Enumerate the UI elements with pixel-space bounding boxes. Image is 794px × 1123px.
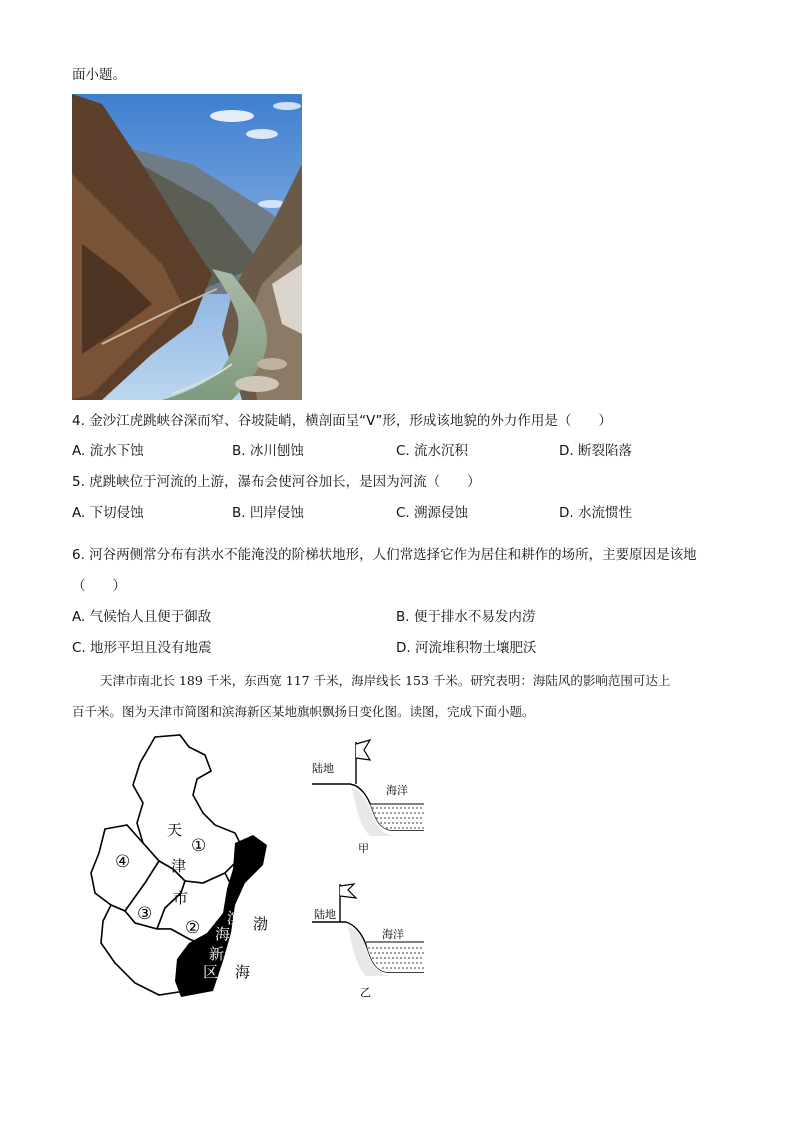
gorge-photo bbox=[72, 94, 302, 400]
tianjin-map bbox=[85, 733, 280, 1001]
flag-icon bbox=[356, 740, 370, 760]
jia-land-label: 陆地 bbox=[312, 762, 334, 775]
q6-option-c[interactable]: C. 地形平坦且没有地震 bbox=[72, 640, 212, 656]
map-label-xin: 新 bbox=[209, 945, 225, 963]
jia-sea-label: 海洋 bbox=[386, 784, 408, 797]
q6-option-a[interactable]: A. 气候怡人且便于御敌 bbox=[72, 609, 212, 625]
q4-option-d[interactable]: D. 断裂陷落 bbox=[559, 443, 632, 459]
map-label-jin: 津 bbox=[171, 857, 187, 875]
yi-caption: 乙 bbox=[360, 986, 371, 999]
intro-tail: 面小题。 bbox=[72, 67, 126, 83]
q5-option-c[interactable]: C. 溯源侵蚀 bbox=[396, 505, 469, 521]
question-6-stem-line2: （ ） bbox=[72, 578, 126, 594]
q6-option-b[interactable]: B. 便于排水不易发内涝 bbox=[396, 609, 536, 625]
map-label-region-3: ③ bbox=[137, 904, 153, 924]
q4-option-a[interactable]: A. 流水下蚀 bbox=[72, 443, 144, 459]
passage-line2: 百千米。图为天津市简图和滨海新区某地旗帜飘扬日变化图。读图，完成下面小题。 bbox=[72, 704, 535, 719]
flag-icon bbox=[340, 884, 356, 898]
question-6-stem-line1: 6. 河谷两侧常分布有洪水不能淹没的阶梯状地形，人们常选择它作为居住和耕作的场所，主要原因是该地 bbox=[72, 547, 697, 563]
map-label-sea: 海 bbox=[235, 963, 251, 981]
question-5-stem: 5. 虎跳峡位于河流的上游，瀑布会使河谷加长，是因为河流（ ） bbox=[72, 474, 481, 490]
q6-option-d[interactable]: D. 河流堆积物土壤肥沃 bbox=[396, 640, 537, 656]
q4-option-b[interactable]: B. 冰川刨蚀 bbox=[232, 443, 304, 459]
map-label-region-1: ① bbox=[191, 836, 207, 856]
map-label-region-4: ④ bbox=[115, 852, 131, 872]
passage-line1: 天津市南北长 189 千米，东西宽 117 千米，海岸线长 153 千米。研究表明：海陆风的影响范围可达上 bbox=[100, 673, 671, 688]
q4-option-c[interactable]: C. 流水沉积 bbox=[396, 443, 469, 459]
map-label-bin: 滨 bbox=[227, 909, 243, 927]
yi-sea-label: 海洋 bbox=[382, 928, 404, 941]
flag-diagram-yi bbox=[310, 880, 430, 1000]
q5-option-b[interactable]: B. 凹岸侵蚀 bbox=[232, 505, 304, 521]
map-label-qu: 区 bbox=[203, 963, 219, 981]
map-label-hai: 海 bbox=[215, 925, 231, 943]
flag-diagram-jia bbox=[310, 738, 430, 858]
yi-land-label: 陆地 bbox=[314, 908, 336, 921]
map-label-bo: 渤 bbox=[253, 915, 269, 933]
question-4-stem: 4. 金沙江虎跳峡谷深而窄、谷坡陡峭，横剖面呈“V”形，形成该地貌的外力作用是（ ） bbox=[72, 413, 612, 429]
map-label-shi: 市 bbox=[173, 889, 189, 907]
q5-option-a[interactable]: A. 下切侵蚀 bbox=[72, 505, 144, 521]
map-label-region-2: ② bbox=[185, 918, 201, 938]
jia-caption: 甲 bbox=[358, 842, 369, 855]
map-label-tian: 天 bbox=[167, 821, 183, 839]
q5-option-d[interactable]: D. 水流惯性 bbox=[559, 505, 632, 521]
